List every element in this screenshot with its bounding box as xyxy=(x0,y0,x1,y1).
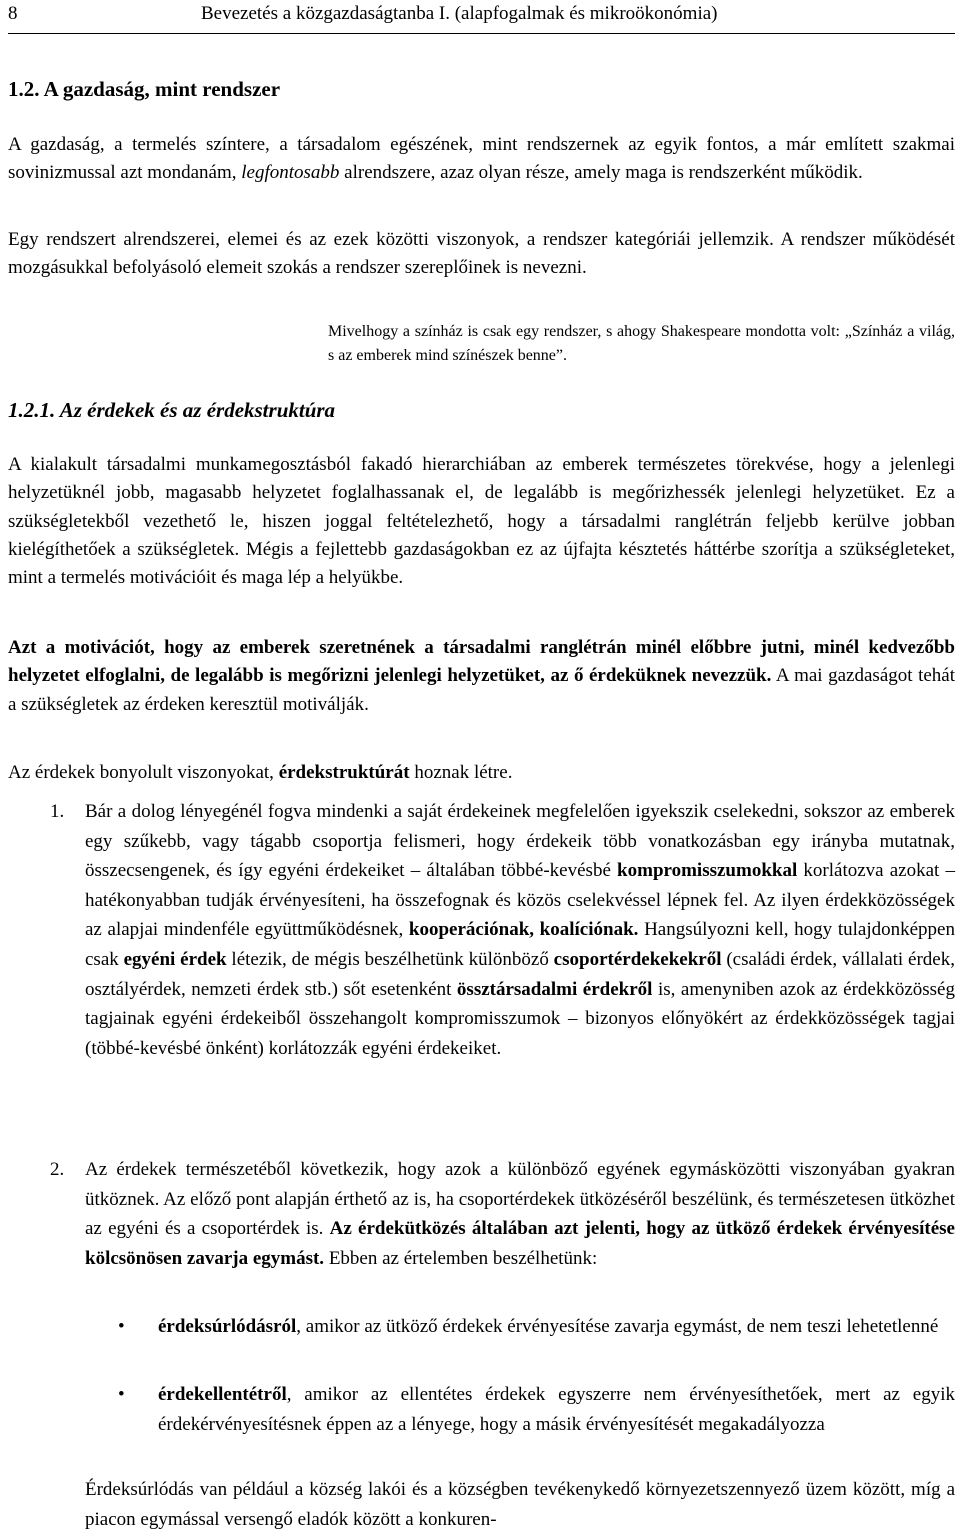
numbered-list xyxy=(8,797,955,1063)
list-number: 1. xyxy=(50,801,65,822)
paragraph-definition xyxy=(8,634,955,719)
text: Az érdekek természetéből következik, hogy azok a különböző egyének egymásközötti viszonyában gyakran ütköznek. Az előző pont alapján érthető az is, ha csoportérdekek ütközéséről beszélünk, és természetesen ütközhet az egyéni és a csoportérdek is. xyxy=(85,1159,955,1240)
term-bold: érdeksúrlódásról xyxy=(158,1316,297,1337)
paragraph-structure xyxy=(8,759,955,787)
paragraph-intro xyxy=(8,131,955,188)
header-rule xyxy=(8,33,955,34)
paragraph-closing: Érdeksúrlódás van például a község lakói és a községben tevékenykedő környezetszennyező üzem között, míg a piacon egymással versengő eladók között a konkuren- xyxy=(85,1479,955,1530)
list-item xyxy=(8,797,955,1063)
list-item xyxy=(8,1155,955,1273)
text: korlátozva azokat – hatékonyabban tudják érvényesíteni, ha összefognak és közös cselekvéssel lépnek fel. Az ilyen érdekközösségek az alapjai mindenféle együttműködésnek, xyxy=(85,860,955,941)
emphasis: legfontosabb xyxy=(241,162,340,184)
text: , amikor az ellentétes érdekek egyszerre nem érvényesíthetőek, mert az egyik érdekérvényesítésnek éppen az a lényege, hogy a másik érvényesítését megakadályozza xyxy=(158,1384,955,1435)
text: (családi érdek, vállalati érdek, osztályérdek, nemzeti érdek stb.) sőt esetenként xyxy=(85,948,955,1000)
subsection-heading: 1.2.1. Az érdekek és az érdekstruktúra xyxy=(8,398,336,422)
term-bold: csoportérdekekekről xyxy=(553,948,722,970)
bullet-icon: • xyxy=(118,1384,125,1405)
text: A gazdaság, a termelés színtere, a társadalom egészének, mint rendszernek az egyik fontos, a már említett szakmai sovinizmussal azt mondanám, xyxy=(8,134,955,184)
numbered-list-2 xyxy=(8,1155,955,1273)
term-bold: egyéni érdek xyxy=(123,948,227,970)
text: hoznak létre. xyxy=(409,762,513,783)
running-title: Bevezetés a közgazdaságtanba I. (alapfogalmak és mikroökonómia) xyxy=(201,3,718,24)
term-bold: össztársadalmi érdekről xyxy=(456,978,653,1000)
page-number: 8 xyxy=(8,3,18,24)
bullet-icon: • xyxy=(118,1316,125,1337)
text: Hangsúlyozni kell, hogy tulajdonképpen csak xyxy=(85,919,955,970)
bullet-list-2 xyxy=(8,1380,955,1439)
paragraph-interests: A kialakult társadalmi munkamegosztásból fakadó hierarchiában az emberek természetes törekvése, hogy a jelenlegi helyzetüknél jobb, magasabb helyzetet foglalhassanak el, de legalább is megőrizhessék jelenlegi helyzetüket. Ez a szükségletekből vezethető le, hiszen joggal feltételezhető, hogy a társadalmi ranglétrán feljebb kerülve jobban kielégíthetőek a szükségletek. Mégis a fejlettebb gazdaságokban ez az újfajta késztetés háttérbe szorítja a szükségleteket, mint a termelés motivációit és maga lép a helyükbe. xyxy=(8,454,955,589)
section-heading: 1.2. A gazdaság, mint rendszer xyxy=(8,77,281,101)
bullet-item xyxy=(8,1312,955,1342)
text: Ebben az értelemben beszélhetünk: xyxy=(324,1247,598,1269)
bullet-item xyxy=(8,1380,955,1439)
text: Bár a dolog lényegénél fogva mindenki a saját érdekeinek megfelelően igyekszik cselekedni, sokszor az emberek egy szűkebb, vagy tágabb csoportja felismeri, hogy érdekeik több vonatkozásban egy irányba mutatnak, összecsengenek, és így egyéni érdekeiket – általában többé-kevésbé xyxy=(85,801,955,882)
term-bold: érdekstruktúrát xyxy=(278,762,410,783)
term-bold: kooperációnak, koalíciónak. xyxy=(408,919,639,941)
paragraph-system: Egy rendszert alrendszerei, elemei és az ezek közötti viszonyok, a rendszer kategóriái jellemzik. A rendszer működését mozgásukkal befolyásoló elemeit szokás a rendszer szereplőinek is nevezni. xyxy=(8,229,955,279)
term-bold: Az érdekütközés általában azt jelenti, hogy az ütköző érdekek érvényesítése kölcsönösen zavarja egymást. xyxy=(85,1218,955,1269)
page-header xyxy=(8,2,717,26)
list-number: 2. xyxy=(50,1159,65,1180)
quote-box: Mivelhogy a színház is csak egy rendszer, s ahogy Shakespeare mondotta volt: „Színház a világ, s az emberek mind színészek benne”. xyxy=(328,323,955,364)
text: alrendszere, azaz olyan része, amely maga is rendszerként működik. xyxy=(339,162,863,184)
definition-bold: Azt a motivációt, hogy az emberek szeretnének a társadalmi ranglétrán minél előbbre jutni, minél kedvezőbb helyzetet elfoglalni, de legalább is megőrizni jelenlegi helyzetüket, az ő érdeküknek nevezzük. xyxy=(8,637,955,687)
text: , amikor az ütköző érdekek érvényesítése zavarja egymást, de nem teszi lehetetlenné xyxy=(296,1316,939,1337)
bullet-list xyxy=(8,1312,955,1342)
text: A mai gazdaságot tehát a szükségletek az érdeken keresztül motiválják. xyxy=(8,665,955,715)
text: létezik, de mégis beszélhetünk különböző xyxy=(226,948,554,970)
text: Az érdekek bonyolult viszonyokat, xyxy=(8,762,279,783)
text: is, amenyniben azok az érdekközösség tagjainak egyéni érdekeiből összehangolt kompromisszumok – bizonyos előnyökért az érdekközösségek tagjai (többé-kevésbé önként) korlátozzák egyéni érdekeiket. xyxy=(85,978,955,1059)
term-bold: kompromisszumokkal xyxy=(617,860,798,882)
term-bold: érdekellentétről xyxy=(158,1384,287,1405)
